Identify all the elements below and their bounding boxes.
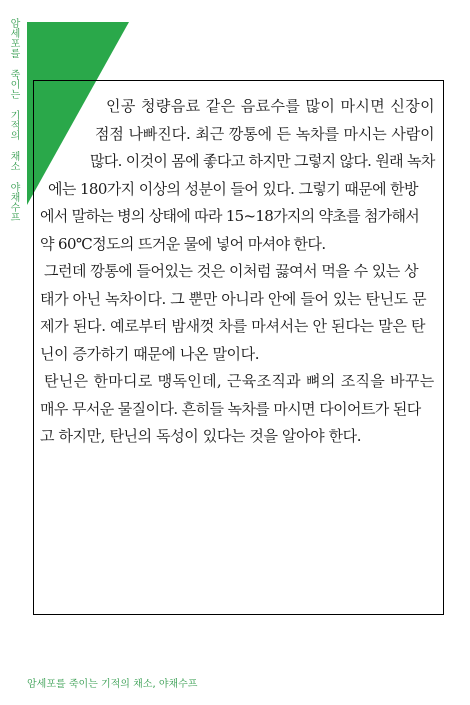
text-line: 매우 무서운 물질이다. 흔히들 녹차를 마시면 다이어트가 된다: [40, 399, 421, 418]
text-line: 많다. 이것이 몸에 좋다고 하지만 그렇지 않다. 원래 녹차: [90, 152, 435, 170]
paragraph-2: [40, 258, 435, 368]
text-line: 에는 180가지 이상의 성분이 들어 있다. 그렇기 때문에 한방: [48, 179, 418, 198]
text-line: 인공 청량음료 같은 음료수를 많이 마시면 신장이: [106, 97, 436, 115]
text-line: 점점 나빠진다. 최근 깡통에 든 녹차를 마시는 사람이: [95, 124, 435, 143]
text-line: 에서 말하는 병의 상태에 따라 15~18가지의 약초를 첨가해서: [40, 207, 420, 225]
text-line: 고 하지만, 탄닌의 독성이 있다는 것을 알아야 한다.: [40, 427, 362, 445]
body-text: [40, 93, 435, 451]
text-line: 닌이 증가하기 때문에 나온 말이다.: [40, 344, 260, 363]
text-line: 제가 된다. 예로부터 밤새껏 차를 마셔서는 안 된다는 말은 탄: [40, 317, 426, 335]
text-line: 그런데 깡통에 들어있는 것은 이처럼 끓여서 먹을 수 있는 상: [44, 262, 419, 280]
paragraph-3: [40, 368, 435, 451]
paragraph-1: [40, 93, 435, 258]
side-book-title: 암세포를 죽이는 기적의 채소 야채수프: [8, 18, 19, 222]
text-line: 태가 아닌 녹차이다. 그 뿐만 아니라 안에 들어 있는 탄닌도 문: [40, 289, 427, 308]
text-line: 약 60℃정도의 뜨거운 물에 넣어 마셔야 한다.: [40, 234, 326, 253]
footer-book-title: 암세포를 죽이는 기적의 채소, 야채수프: [27, 679, 198, 690]
text-line: 탄닌은 한마디로 맹독인데, 근육조직과 뼈의 조직을 바꾸는: [44, 372, 435, 390]
